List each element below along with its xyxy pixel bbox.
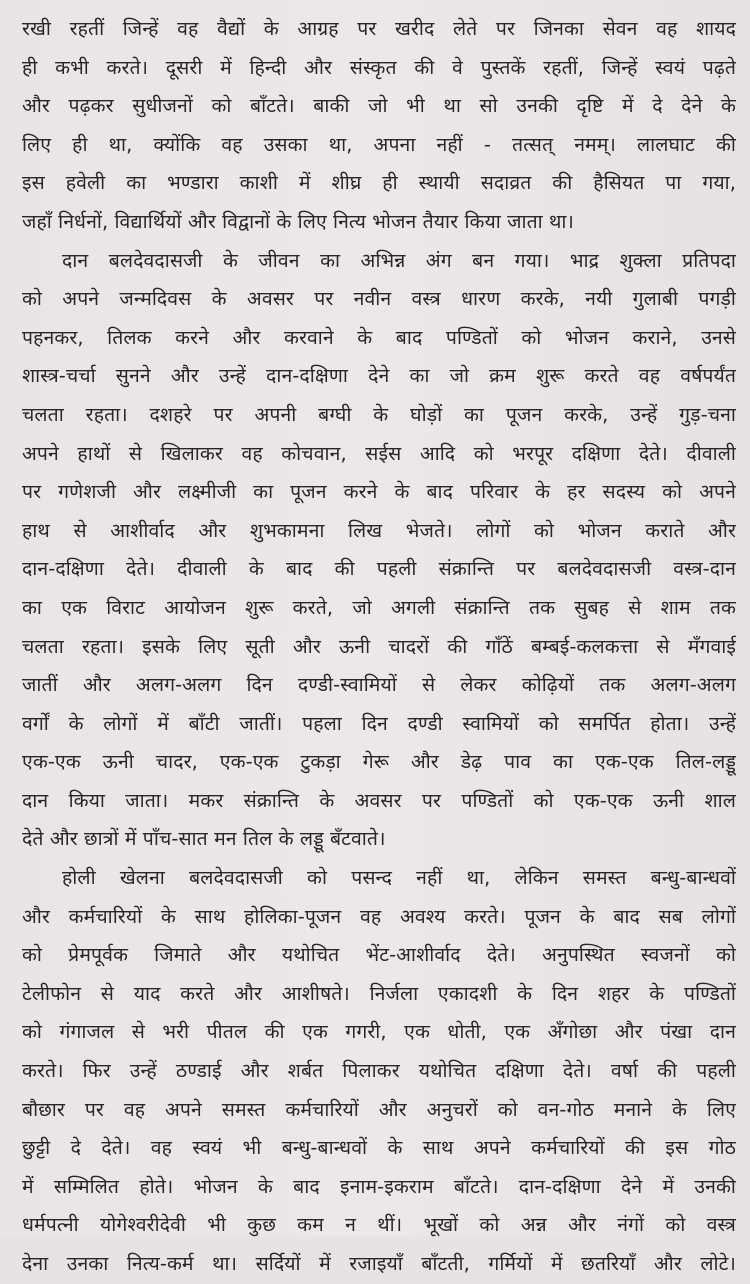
text-line: धर्मपत्नी योगेश्वरीदेवी भी कुछ कम न थीं। भूखों को अन्न और नंगों को वस्त्र	[22, 1213, 736, 1237]
text-line: ही कभी करते। दूसरी में हिन्दी और संस्कृत की वे पुस्तकें रहतीं, जिन्हें स्वयं पढ़ते	[22, 55, 736, 79]
text-line: पहनकर, तिलक करने और करवाने के बाद पण्डितों को भोजन कराने, उनसे	[22, 325, 736, 349]
text-line: टेलीफोन से याद करते और आशीषते। निर्जला एकादशी के दिन शहर के पण्डितों	[22, 981, 736, 1005]
text-line: को अपने जन्मदिवस के अवसर पर नवीन वस्त्र धारण करके, नयी गुलाबी पगड़ी	[22, 287, 736, 311]
text-line: का एक विराट आयोजन शुरू करते, जो अगली संक्रान्ति तक सुबह से शाम तक	[22, 595, 736, 619]
text-line: लिए ही था, क्योंकि वह उसका था, अपना नहीं - तत्सत् नमम्। लालघाट की	[22, 132, 736, 156]
paragraph-continued	[22, 10, 736, 242]
text-line: चलता रहता। दशहरे पर अपनी बग्घी के घोड़ों का पूजन करके, उन्हें गुड़-चना	[22, 402, 736, 426]
text-line: अपने हाथों से खिलाकर वह कोचवान, सईस आदि को भरपूर दक्षिणा देते। दीवाली	[22, 441, 736, 465]
text-line: दान बलदेवदासजी के जीवन का अभिन्न अंग बन गया। भाद्र शुक्ला प्रतिपदा	[62, 248, 736, 272]
text-line: जातीं और अलग-अलग दिन दण्डी-स्वामियों से लेकर कोढ़ियों तक अलग-अलग	[22, 673, 736, 697]
paragraph-daan	[22, 242, 736, 860]
text-line: को गंगाजल से भरी पीतल की एक गगरी, एक धोती, एक अँगोछा और पंखा दान	[22, 1020, 736, 1044]
text-line: में सम्मिलित होते। भोजन के बाद इनाम-इकराम बाँटते। दान-दक्षिणा देने में उनकी	[22, 1174, 736, 1198]
text-line: और पढ़कर सुधीजनों को बाँटते। बाकी जो भी था सो उनकी दृष्टि में दे देने के	[22, 94, 736, 118]
text-line: करते। फिर उन्हें ठण्डाई और शर्बत पिलाकर यथोचित दक्षिणा देते। वर्षा की पहली	[22, 1059, 736, 1083]
text-line: वर्गों के लोगों में बाँटी जातीं। पहला दिन दण्डी स्वामियों को समर्पित होता। उन्हें	[22, 711, 736, 735]
text-line: जहाँ निर्धनों, विद्यार्थियों और विद्वानों के लिए नित्य भोजन तैयार किया जाता था।	[22, 209, 574, 233]
text-line: इस हवेली का भण्डारा काशी में शीघ्र ही स्थायी सदाव्रत की हैसियत पा गया,	[22, 171, 736, 195]
text-line: पर गणेशजी और लक्ष्मीजी का पूजन करने के बाद परिवार के हर सदस्य को अपने	[22, 480, 736, 504]
text-line: छुट्टी दे देते। वह स्वयं भी बन्धु-बान्धवों के साथ अपने कर्मचारियों की इस गोठ	[22, 1136, 736, 1160]
text-line: और कर्मचारियों के साथ होलिका-पूजन वह अवश्य करते। पूजन के बाद सब लोगों	[22, 904, 736, 928]
text-line: बौछार पर वह अपने समस्त कर्मचारियों और अनुचरों को वन-गोठ मनाने के लिए	[22, 1097, 736, 1121]
text-line: दान-दक्षिणा देते। दीवाली के बाद की पहली संक्रान्ति पर बलदेवदासजी वस्त्र-दान	[22, 557, 736, 581]
text-line: एक-एक ऊनी चादर, एक-एक टुकड़ा गेरू और डेढ़ पाव का एक-एक तिल-लड्डू	[22, 750, 736, 774]
text-line: चलता रहता। इसके लिए सूती और ऊनी चादरों की गाँठें बम्बई-कलकत्ता से मँगवाई	[22, 634, 736, 658]
text-line: को प्रेमपूर्वक जिमाते और यथोचित भेंट-आशीर्वाद देते। अनुपस्थित स्वजनों को	[22, 943, 736, 967]
text-line: देते और छात्रों में पाँच-सात मन तिल के लड्डू बँटवाते।	[22, 827, 386, 851]
text-line: हाथ से आशीर्वाद और शुभकामना लिख भेजते। लोगों को भोजन कराते और	[22, 518, 736, 542]
text-line: रखी रहतीं जिन्हें वह वैद्यों के आग्रह पर खरीद लेते पर जिनका सेवन वह शायद	[22, 17, 736, 40]
paragraph-holi	[22, 859, 736, 1284]
text-line: देना उनका नित्य-कर्म था। सर्दियों में रजाइयाँ बाँटती, गर्मियों में छतरियाँ और लोटे।	[22, 1252, 736, 1275]
text-line: होली खेलना बलदेवदासजी को पसन्द नहीं था, लेकिन समस्त बन्धु-बान्धवों	[62, 866, 736, 890]
text-line: दान किया जाता। मकर संक्रान्ति के अवसर पर पण्डितों को एक-एक ऊनी शाल	[22, 788, 736, 812]
text-line: शास्त्र-चर्चा सुनने और उन्हें दान-दक्षिणा देने का जो क्रम शुरू करते वह वर्षपर्यंत	[22, 364, 736, 388]
